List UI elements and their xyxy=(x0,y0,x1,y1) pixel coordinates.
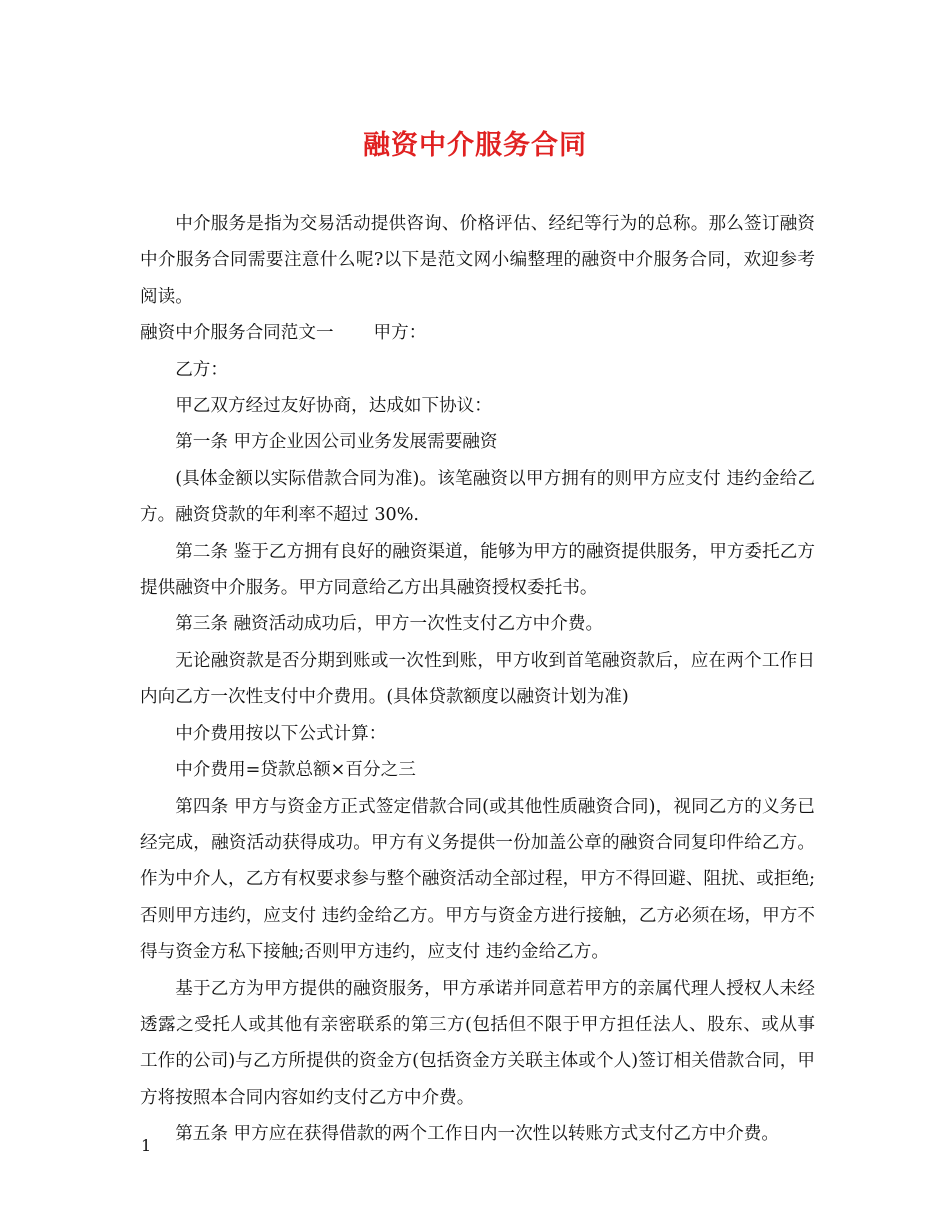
intro-paragraph: 中介服务是指为交易活动提供咨询、价格评估、经纪等行为的总称。那么签订融资中介服务合同需要注意什么呢?以下是范文网小编整理的融资中介服务合同，欢迎参考阅读。 xyxy=(140,214,815,307)
article-4: 第四条 甲方与资金方正式签定借款合同(或其他性质融资合同)，视同乙方的义务已经完成，融资活动获得成功。甲方有义务提供一份加盖公章的融资合同复印件给乙方。作为中介人，乙方有权要求参与整个融资活动全部过程，甲方不得回避、阻扰、或拒绝;否则甲方违约，应支付 违约金给乙方。甲方与资金方进行接触，乙方必须在场，甲方不得与资金方私下接触;否则甲方违约，应支付 违约金给乙方。 xyxy=(140,796,815,963)
article-4-commitment: 基于乙方为甲方提供的融资服务，甲方承诺并同意若甲方的亲属代理人授权人未经透露之受托人或其他有亲密联系的第三方(包括但不限于甲方担任法人、股东、或从事工作的公司)与乙方所提供的资金方(包括资金方关联主体或个人)签订相关借款合同，甲方将按照本合同内容如约支付乙方中介费。 xyxy=(140,978,815,1108)
party-a-label: 甲方： xyxy=(373,323,427,344)
agreement-intro: 甲乙双方经过友好协商，达成如下协议： xyxy=(175,396,492,417)
fee-formula-intro: 中介费用按以下公式计算： xyxy=(175,723,387,744)
sample-heading: 融资中介服务合同范文一 xyxy=(140,323,334,344)
article-3-payment: 无论融资款是否分期到账或一次性到账，甲方收到首笔融资款后，应在两个工作日内向乙方一次性支付中介费用。(具体贷款额度以融资计划为准) xyxy=(140,650,815,708)
article-3: 第三条 融资活动成功后，甲方一次性支付乙方中介费。 xyxy=(175,614,604,635)
document-body xyxy=(140,206,815,1153)
page-number: 1 xyxy=(141,1136,152,1155)
article-5: 第五条 甲方应在获得借款的两个工作日内一次性以转账方式支付乙方中介费。 xyxy=(175,1124,779,1145)
party-b-label: 乙方： xyxy=(175,359,228,380)
article-2: 第二条 鉴于乙方拥有良好的融资渠道，能够为甲方的融资提供服务，甲方委托乙方提供融资中介服务。甲方同意给乙方出具融资授权委托书。 xyxy=(140,541,815,599)
sample-heading-line xyxy=(140,315,815,351)
document-title: 融资中介服务合同 xyxy=(363,130,587,161)
article-1-heading: 第一条 甲方企业因公司业务发展需要融资 xyxy=(175,432,498,453)
fee-formula: 中介费用=贷款总额×百分之三 xyxy=(175,760,416,781)
article-1-body: (具体金额以实际借款合同为准)。该笔融资以甲方拥有的则甲方应支付 违约金给乙方。融资贷款的年利率不超过 30%. xyxy=(140,468,815,526)
